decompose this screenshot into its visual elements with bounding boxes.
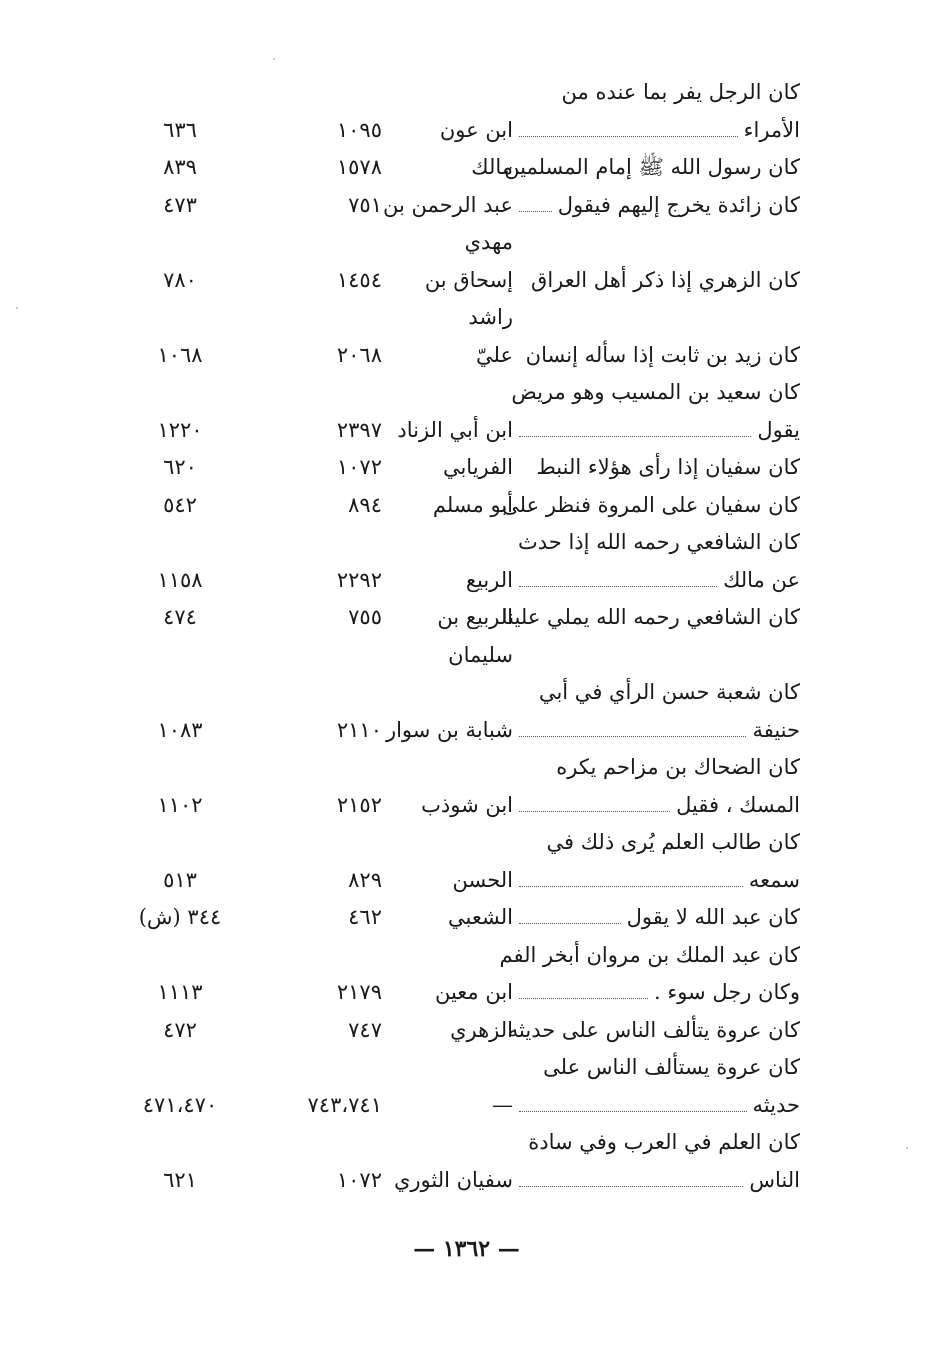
index-entry: [120, 787, 800, 825]
entry-text: وكان رجل سوء .: [653, 980, 800, 1004]
hadith-number: ٢١١٠: [336, 717, 382, 742]
entry-text: يقول: [757, 417, 800, 442]
hadith-number: ٢١٧٩: [336, 980, 382, 1004]
hadith-number: ٧٥١: [348, 192, 382, 217]
index-entry: [120, 1162, 800, 1200]
page-reference: ٤٧١،٤٧٠: [142, 1092, 218, 1117]
scan-speck: [16, 307, 18, 309]
leader-dots: [519, 1186, 743, 1187]
index-entry: [120, 974, 800, 1012]
narrator-name: الفريابي: [442, 455, 513, 479]
entry-text: كان الضحاك بن مزاحم يكره: [556, 755, 800, 779]
entry-text: كان العلم في العرب وفي سادة: [528, 1130, 800, 1154]
entry-text: كان شعبة حسن الرأي في أبي: [538, 680, 800, 704]
narrator-name: مالك: [471, 155, 513, 179]
entry-text: حنيفة: [752, 717, 800, 742]
index-entry: [120, 899, 800, 937]
hadith-number: ١٤٥٤: [336, 267, 382, 292]
index-entry: [120, 862, 800, 900]
leader-dots: [519, 586, 717, 587]
page-reference: ١٠٨٣: [157, 717, 203, 742]
page-reference: ٦٢٠: [163, 455, 197, 479]
hadith-number: ٤٦٢: [348, 905, 382, 929]
index-entry: [120, 487, 800, 525]
index-entry: [120, 599, 800, 637]
narrator-name: شبابة بن سوار: [385, 717, 513, 742]
hadith-number: ٧٥٥: [348, 605, 382, 629]
index-list: [120, 74, 800, 1199]
leader-dots: [519, 736, 746, 737]
narrator-name: عبد الرحمن بن: [383, 192, 513, 217]
page-reference: ٥٤٢: [163, 492, 197, 517]
hadith-number: ٢٢٩٢: [336, 567, 382, 592]
leader-dots: [519, 998, 648, 999]
index-entry: [120, 637, 800, 675]
narrator-name: ابن عون: [439, 117, 513, 142]
index-entry: [120, 224, 800, 262]
index-entry: [120, 337, 800, 375]
narrator-name: عليّ: [476, 342, 513, 367]
leader-dots: [519, 1111, 747, 1112]
narrator-name: سفيان الثوري: [393, 1167, 513, 1192]
narrator-name: ابن معين: [434, 980, 513, 1004]
leader-dots: [519, 811, 670, 812]
scan-speck: [273, 58, 275, 60]
leader-dots: [519, 211, 552, 212]
entry-text: كان رسول الله ﷺ إمام المسلمين: [504, 155, 800, 179]
index-entry: [120, 374, 800, 412]
page-reference: ١٠٦٨: [157, 342, 203, 367]
scan-speck: [906, 1147, 908, 1149]
entry-text: عن مالك: [723, 567, 800, 592]
page-reference: ٧٨٠: [163, 267, 197, 292]
hadith-number: ٢٠٦٨: [336, 342, 382, 367]
page-reference: ١١٥٨: [157, 567, 203, 592]
entry-text: كان عبد الله لا يقول: [626, 905, 800, 929]
narrator-name: الربيع بن: [437, 605, 513, 629]
hadith-number: ١٠٧٢: [336, 455, 382, 479]
narrator-name: مهدي: [464, 230, 513, 254]
index-entry: [120, 149, 800, 187]
page-reference: ٦٢١: [163, 1167, 197, 1192]
narrator-name: إسحاق بن: [424, 267, 513, 292]
hadith-number: ٢١٥٢: [336, 792, 382, 817]
index-entry: [120, 262, 800, 300]
hadith-number: ١٠٧٢: [336, 1167, 382, 1192]
leader-dots: [519, 923, 621, 924]
entry-text: كان عبد الملك بن مروان أبخر الفم: [499, 942, 800, 967]
hadith-number: ١٠٩٥: [336, 117, 382, 142]
entry-text: كان الشافعي رحمه الله يملي علينا: [501, 605, 800, 629]
index-entry: [120, 1124, 800, 1162]
index-entry: [120, 749, 800, 787]
hadith-number: ١٥٧٨: [336, 155, 382, 179]
narrator-name: ابن شوذب: [421, 792, 513, 817]
narrator-name: سليمان: [448, 642, 513, 667]
index-entry: [120, 74, 800, 112]
entry-text: كان عروة يتألف الناس على حديثه: [507, 1017, 800, 1042]
narrator-name: —: [492, 1092, 513, 1117]
page-reference: ٤٧٣: [163, 192, 197, 217]
index-entry: [120, 1049, 800, 1087]
page-reference: ٥١٣: [163, 867, 197, 892]
entry-text: كان سعيد بن المسيب وهو مريض: [511, 380, 800, 404]
page-reference: ١١٠٢: [157, 792, 203, 817]
index-entry: [120, 449, 800, 487]
entry-text: كان عروة يستألف الناس على: [543, 1055, 800, 1079]
index-entry: [120, 562, 800, 600]
narrator-name: ابن أبي الزناد: [397, 417, 513, 442]
entry-text: الناس: [749, 1167, 800, 1192]
index-entry: [120, 824, 800, 862]
index-entry: [120, 299, 800, 337]
index-entry: [120, 524, 800, 562]
entry-text: حديثه: [752, 1092, 800, 1117]
narrator-name: أبو مسلم: [432, 492, 513, 517]
hadith-number: ٨٩٤: [348, 492, 382, 517]
entry-text: كان طالب العلم يُرى ذلك في: [546, 830, 800, 854]
page-reference: ٤٧٤: [163, 605, 197, 629]
hadith-number: ٧٤٧: [348, 1017, 382, 1042]
index-entry: [120, 1012, 800, 1050]
narrator-name: الزهري: [450, 1017, 513, 1042]
leader-dots: [519, 436, 751, 437]
page-reference: ٤٧٢: [163, 1017, 197, 1042]
entry-text: كان الرجل يفر بما عنده من: [561, 80, 800, 104]
leader-dots: [519, 136, 738, 137]
entry-text: كان زائدة يخرج إليهم فيقول: [557, 192, 800, 217]
entry-text: كان زيد بن ثابت إذا سأله إنسان: [525, 342, 800, 367]
hadith-number: ٢٣٩٧: [336, 417, 382, 442]
page-number: — ١٣٦٢ —: [413, 1236, 520, 1262]
entry-text: كان الشافعي رحمه الله إذا حدث: [518, 530, 800, 554]
index-entry: [120, 937, 800, 975]
index-entry: [120, 674, 800, 712]
narrator-name: الشعبي: [448, 905, 513, 929]
index-entry: [120, 112, 800, 150]
index-entry: [120, 412, 800, 450]
page-reference: ١١١٣: [157, 980, 203, 1004]
hadith-number: ٧٤٣،٧٤١: [307, 1092, 382, 1117]
entry-text: كان الزهري إذا ذكر أهل العراق: [531, 267, 800, 292]
entry-text: الأمراء: [743, 117, 800, 142]
entry-text: كان سفيان إذا رأى هؤلاء النبط: [536, 455, 800, 479]
page-reference: ٦٣٦: [163, 117, 197, 142]
entry-text: كان سفيان على المروة فنظر على: [502, 492, 800, 517]
narrator-name: الحسن: [452, 867, 513, 892]
index-entry: [120, 1087, 800, 1125]
entry-text: سمعه: [748, 867, 800, 892]
index-entry: [120, 187, 800, 225]
narrator-name: الربيع: [465, 567, 513, 592]
index-entry: [120, 712, 800, 750]
page-reference: ١٢٢٠: [157, 417, 203, 442]
page-reference: ٣٤٤ (ش): [138, 905, 222, 929]
leader-dots: [519, 886, 743, 887]
page-reference: ٨٣٩: [163, 155, 197, 179]
narrator-name: راشد: [468, 305, 513, 329]
hadith-number: ٨٢٩: [348, 867, 382, 892]
entry-text: المسك ، فقيل: [676, 792, 800, 817]
